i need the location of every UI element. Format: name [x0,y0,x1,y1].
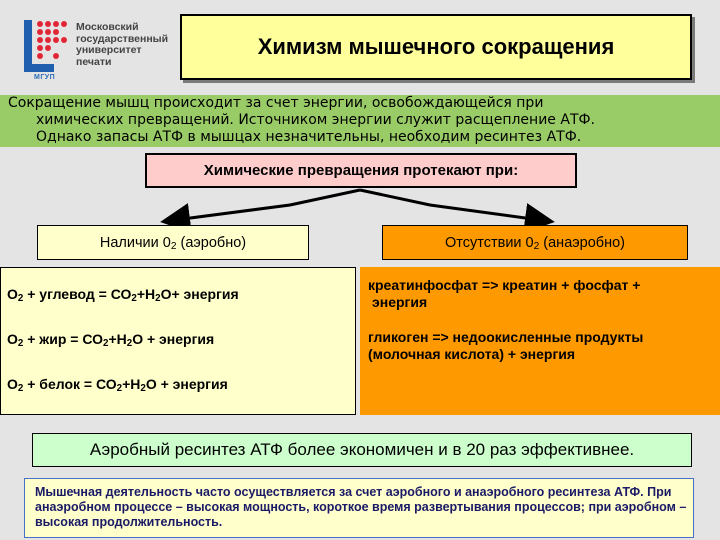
anaerobic-heading: Отсутствии $0_2$ (анаэробно) [445,234,625,252]
aerobic-equation-carbohydrate: $О_2$ + углевод = $СО_2+Н_2О+$ энергия [7,286,239,304]
anaerobic-reaction-glycogen: гликоген => недоокисленные продукты (молочная кислота) + энергия [368,329,644,362]
note-text: Мышечная деятельность часто осуществляется за счет аэробного и анаэробного ресинтеза АТФ. При анаэробном процессе – высокая мощность, короткое время развертывания процессов; при аэробном – высокая продолжительность. [35,485,687,529]
resynthesis-text: Аэробный ресинтез АТФ более экономичен и в 20 раз эффективнее. [89,440,635,459]
aerobic-heading: Наличии $0_2$ (аэробно) [99,234,247,252]
conditions-heading: Химические превращения протекают при: [203,162,519,179]
university-logo-icon [18,16,74,82]
university-logo [14,16,174,86]
left-arrow [175,190,360,220]
aerobic-equation-fat: $О_2$ + жир = $СО_2+Н_2О$ + энергия [7,331,215,349]
conditions-heading-box [145,153,577,188]
intro-line-1: Сокращение мышц происходит за счет энергии, освобождающейся при [8,95,544,111]
aerobic-heading-box [37,225,309,260]
slide-title: Химизм мышечного сокращения [257,34,615,59]
slide-title-box [180,14,692,80]
anaerobic-heading-box [382,225,688,260]
university-name: Московский государственный университет печати [76,21,169,68]
right-arrow [360,190,540,220]
aerobic-equation-protein: $О_2$ + белок = $СО_2+Н_2О$ + энергия [7,376,228,394]
university-abbr: МГУП [34,74,56,81]
anaerobic-reactions-box [360,267,720,415]
intro-line-3: Однако запасы АТФ в мышцах незначительны, необходим ресинтез АТФ. [36,129,582,145]
note-box [24,478,694,538]
intro-paragraph [0,95,720,147]
resynthesis-box [32,433,692,467]
anaerobic-reaction-creatine: креатинфосфат => креатин + фосфат + энергия [368,277,641,310]
aerobic-equations-box [0,267,356,415]
intro-line-2: химических превращений. Источником энергии служит расщепление АТФ. [36,112,595,128]
